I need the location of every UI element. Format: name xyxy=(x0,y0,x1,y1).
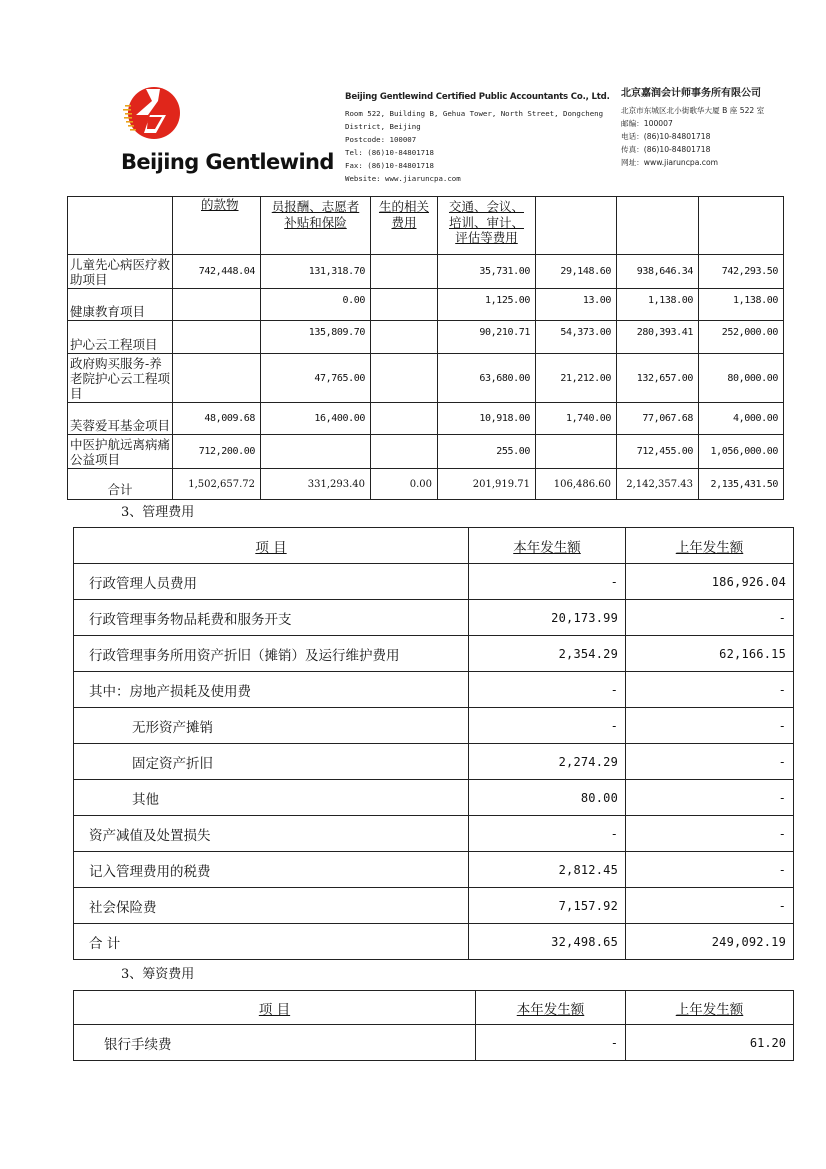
table-row xyxy=(74,672,794,708)
table-header-row xyxy=(74,991,794,1025)
cell: 90,210.71 xyxy=(438,321,536,354)
previous-value: - xyxy=(626,816,794,852)
current-value: 2,354.29 xyxy=(469,636,626,672)
firm-logo-icon xyxy=(122,85,182,143)
cell: 54,373.00 xyxy=(536,321,617,354)
row-label: 资产减值及处置损失 xyxy=(74,816,469,852)
telephone: Tel: (86)10-84801718 xyxy=(345,148,434,157)
cell: 106,486.60 xyxy=(536,469,617,500)
table-header-row xyxy=(74,528,794,564)
header-previous-year: 上年发生额 xyxy=(626,528,794,564)
row-label: 其中：房地产损耗及使用费 xyxy=(74,672,469,708)
row-label: 其他 xyxy=(74,780,469,816)
address-line-2: District, Beijing xyxy=(345,122,421,131)
cell: 2,135,431.50 xyxy=(699,469,784,500)
cell: 1,056,000.00 xyxy=(699,435,784,469)
cell: 4,000.00 xyxy=(699,403,784,435)
cell: 255.00 xyxy=(438,435,536,469)
total-row xyxy=(74,924,794,960)
table-row xyxy=(74,636,794,672)
cell xyxy=(173,321,261,354)
cell: 77,067.68 xyxy=(617,403,699,435)
financing-expense-table xyxy=(73,990,794,1061)
header-cell-blank xyxy=(699,197,784,255)
table-row xyxy=(74,816,794,852)
website-chinese: 网址：www.jiaruncpa.com xyxy=(621,158,719,167)
cell xyxy=(371,255,438,289)
cell: 1,138.00 xyxy=(699,289,784,321)
cell: 252,000.00 xyxy=(699,321,784,354)
table-row xyxy=(74,708,794,744)
cell: 1,125.00 xyxy=(438,289,536,321)
row-label: 固定资产折旧 xyxy=(74,744,469,780)
row-label: 记入管理费用的税费 xyxy=(74,852,469,888)
cell: 47,765.00 xyxy=(261,354,371,403)
header-cell: 员报酬、志愿者 补贴和保险 xyxy=(261,197,371,255)
cell: 201,919.71 xyxy=(438,469,536,500)
previous-value: 62,166.15 xyxy=(626,636,794,672)
cell: 938,646.34 xyxy=(617,255,699,289)
header-current-year: 本年发生额 xyxy=(476,991,626,1025)
project-name: 护心云工程项目 xyxy=(68,321,173,354)
firm-name-chinese: 北京嘉润会计师事务所有限公司 xyxy=(621,88,761,99)
header-cell-blank xyxy=(617,197,699,255)
previous-value: - xyxy=(626,888,794,924)
cell xyxy=(371,289,438,321)
row-label: 合 计 xyxy=(74,924,469,960)
table-row xyxy=(68,354,784,403)
row-label: 行政管理人员费用 xyxy=(74,564,469,600)
cell: 712,200.00 xyxy=(173,435,261,469)
row-label: 银行手续费 xyxy=(74,1025,476,1061)
table-row xyxy=(74,744,794,780)
current-value: 2,274.29 xyxy=(469,744,626,780)
cell xyxy=(371,435,438,469)
total-label: 合计 xyxy=(68,469,173,500)
postcode-chinese: 邮编：100007 xyxy=(621,119,673,128)
cell: 1,740.00 xyxy=(536,403,617,435)
logo-wordmark: Beijing Gentlewind xyxy=(121,150,334,174)
header-current-year: 本年发生额 xyxy=(469,528,626,564)
row-label: 无形资产摊销 xyxy=(74,708,469,744)
address-chinese: 北京市东城区北小街歌华大厦 B 座 522 室 xyxy=(621,106,765,115)
table-row xyxy=(74,780,794,816)
cell: 80,000.00 xyxy=(699,354,784,403)
previous-value: - xyxy=(626,708,794,744)
cell: 1,502,657.72 xyxy=(173,469,261,500)
previous-value: - xyxy=(626,780,794,816)
header-cell: 生的相关 费用 xyxy=(371,197,438,255)
website: Website: www.jiaruncpa.com xyxy=(345,174,461,183)
table-row xyxy=(74,564,794,600)
current-value: - xyxy=(469,564,626,600)
header-cell-blank xyxy=(68,197,173,255)
cell: 280,393.41 xyxy=(617,321,699,354)
section-title-financing: 3、筹资费用 xyxy=(121,967,195,982)
previous-value: 61.20 xyxy=(626,1025,794,1061)
previous-value: - xyxy=(626,852,794,888)
project-name: 芙蓉爱耳基金项目 xyxy=(68,403,173,435)
current-value: - xyxy=(476,1025,626,1061)
table-row xyxy=(74,600,794,636)
current-value: 7,157.92 xyxy=(469,888,626,924)
cell: 742,293.50 xyxy=(699,255,784,289)
project-name: 政府购买服务-养老院护心云工程项目 xyxy=(68,354,173,403)
cell: 63,680.00 xyxy=(438,354,536,403)
admin-expense-table xyxy=(73,527,794,960)
table-row xyxy=(68,289,784,321)
previous-value: - xyxy=(626,672,794,708)
table-row xyxy=(68,321,784,354)
cell: 712,455.00 xyxy=(617,435,699,469)
row-label: 社会保险费 xyxy=(74,888,469,924)
previous-value: - xyxy=(626,600,794,636)
current-value: 32,498.65 xyxy=(469,924,626,960)
cell xyxy=(371,403,438,435)
cell: 0.00 xyxy=(261,289,371,321)
cell: 331,293.40 xyxy=(261,469,371,500)
table-row xyxy=(68,435,784,469)
cell: 742,448.04 xyxy=(173,255,261,289)
current-value: - xyxy=(469,708,626,744)
current-value: 20,173.99 xyxy=(469,600,626,636)
cell xyxy=(371,321,438,354)
header-previous-year: 上年发生额 xyxy=(626,991,794,1025)
previous-value: 186,926.04 xyxy=(626,564,794,600)
firm-name-english: Beijing Gentlewind Certified Public Accountants Co., Ltd. xyxy=(345,92,610,102)
cell: 29,148.60 xyxy=(536,255,617,289)
row-label: 行政管理事务所用资产折旧（摊销）及运行维护费用 xyxy=(74,636,469,672)
cell: 35,731.00 xyxy=(438,255,536,289)
header-cell: 的款物 xyxy=(173,197,261,255)
cell: 10,918.00 xyxy=(438,403,536,435)
cell: 131,318.70 xyxy=(261,255,371,289)
current-value: 2,812.45 xyxy=(469,852,626,888)
cell: 13.00 xyxy=(536,289,617,321)
cell: 1,138.00 xyxy=(617,289,699,321)
firm-info-english xyxy=(345,90,615,185)
project-expense-table xyxy=(67,196,784,500)
fax: Fax: (86)10-84801718 xyxy=(345,161,434,170)
table-row xyxy=(68,403,784,435)
cell xyxy=(536,435,617,469)
current-value: - xyxy=(469,816,626,852)
fax-chinese: 传真：(86)10-84801718 xyxy=(621,145,711,154)
cell xyxy=(371,354,438,403)
cell: 135,809.70 xyxy=(261,321,371,354)
telephone-chinese: 电话：(86)10-84801718 xyxy=(621,132,711,141)
cell: 2,142,357.43 xyxy=(617,469,699,500)
cell: 21,212.00 xyxy=(536,354,617,403)
previous-value: 249,092.19 xyxy=(626,924,794,960)
table-row xyxy=(74,1025,794,1061)
table-row xyxy=(74,852,794,888)
cell xyxy=(173,289,261,321)
header-item: 项 目 xyxy=(74,528,469,564)
table-header-row xyxy=(68,197,784,255)
header-item: 项 目 xyxy=(74,991,476,1025)
postcode: Postcode: 100007 xyxy=(345,135,417,144)
project-name: 儿童先心病医疗救助项目 xyxy=(68,255,173,289)
current-value: 80.00 xyxy=(469,780,626,816)
cell xyxy=(261,435,371,469)
firm-info-chinese xyxy=(621,87,821,169)
project-name: 中医护航远离病痛公益项目 xyxy=(68,435,173,469)
row-label: 行政管理事务物品耗费和服务开支 xyxy=(74,600,469,636)
previous-value: - xyxy=(626,744,794,780)
total-row xyxy=(68,469,784,500)
table-row xyxy=(68,255,784,289)
project-name: 健康教育项目 xyxy=(68,289,173,321)
cell xyxy=(173,354,261,403)
header-cell-blank xyxy=(536,197,617,255)
address-line-1: Room 522, Building B, Gehua Tower, North Street, Dongcheng xyxy=(345,109,604,118)
header-cell: 交通、会议、 培训、审计、 评估等费用 xyxy=(438,197,536,255)
current-value: - xyxy=(469,672,626,708)
cell: 0.00 xyxy=(371,469,438,500)
table-row xyxy=(74,888,794,924)
section-title-admin: 3、管理费用 xyxy=(121,505,195,520)
cell: 48,009.68 xyxy=(173,403,261,435)
cell: 16,400.00 xyxy=(261,403,371,435)
cell: 132,657.00 xyxy=(617,354,699,403)
